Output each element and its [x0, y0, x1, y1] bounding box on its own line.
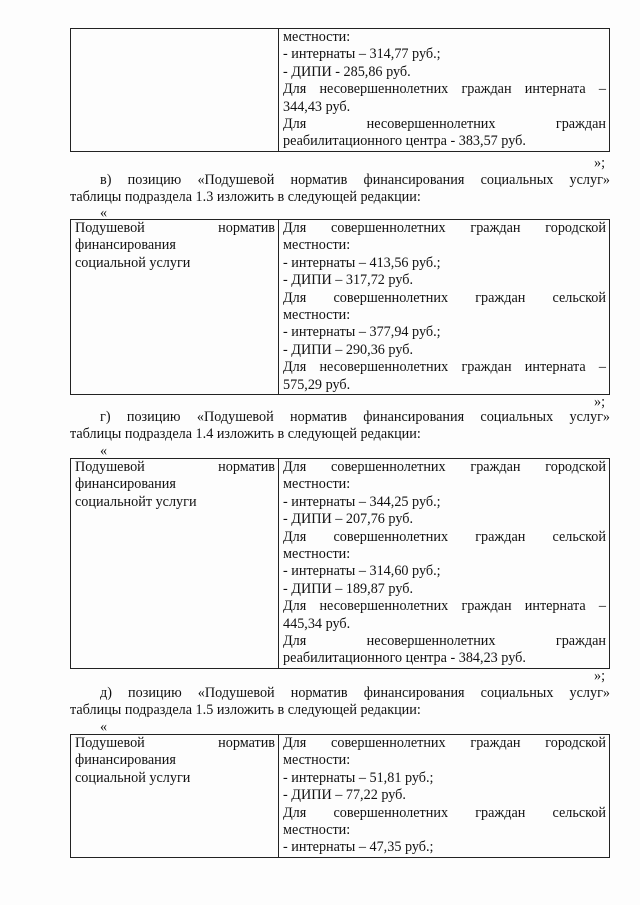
text-line: социальной услуги [75, 254, 191, 271]
text-line: социальной услуги [75, 769, 191, 786]
open-quote: « [100, 205, 108, 221]
text-line: 344,43 руб. [283, 98, 351, 115]
table-top-col2 [279, 29, 610, 152]
text-line: местности: [283, 307, 351, 324]
table-top-col1 [71, 29, 279, 152]
text-line: - интернаты – 314,60 руб.; [283, 563, 441, 580]
section-v-text [70, 172, 610, 207]
table-d [70, 734, 610, 858]
text-line: Для совершеннолетних граждан сельской [283, 289, 606, 306]
text-line: - интернаты – 377,94 руб.; [283, 324, 441, 341]
text-line: Для совершеннолетних граждан городской [283, 220, 606, 236]
text-line: местности: [283, 237, 351, 254]
text-line: - ДИПИ – 77,22 руб. [283, 787, 406, 804]
text-line: Для совершеннолетних граждан сельской [283, 528, 606, 545]
table-top [70, 28, 610, 152]
table-v [70, 219, 610, 395]
paragraph-line: д) позицию «Подушевой норматив финансирования социальных услуг» [100, 685, 610, 701]
text-line: реабилитационного центра - 383,57 руб. [283, 133, 526, 150]
text-line: Для несовершеннолетних граждан [283, 116, 606, 133]
text-line: - ДИПИ – 189,87 руб. [283, 580, 414, 597]
table-d-col2 [279, 735, 610, 858]
open-quote: « [100, 443, 108, 459]
text-line: местности: [283, 476, 351, 493]
paragraph-line: таблицы подраздела 1.4 изложить в следующей редакции: [70, 426, 421, 443]
text-line: Подушевой норматив [75, 735, 275, 751]
text-line: Для несовершеннолетних граждан интерната – [283, 598, 606, 615]
text-line: - ДИПИ - 285,86 руб. [283, 63, 411, 80]
text-line: - интернаты – 47,35 руб.; [283, 839, 434, 856]
table-d-col1 [71, 735, 279, 858]
text-line: - интернаты – 314,77 руб.; [283, 46, 441, 63]
text-line: социальнойт услуги [75, 493, 197, 510]
paragraph-line: г) позицию «Подушевой норматив финансирования социальных услуг» [100, 409, 610, 425]
table-v-col1 [71, 220, 279, 395]
text-line: финансирования [75, 476, 176, 493]
text-line: - ДИПИ – 290,36 руб. [283, 341, 414, 358]
paragraph-line: в) позицию «Подушевой норматив финансирования социальных услуг» [100, 172, 610, 188]
text-line: - ДИПИ – 207,76 руб. [283, 511, 414, 528]
table-v-col2 [279, 220, 610, 395]
text-line: Для несовершеннолетних граждан интерната – [283, 359, 606, 376]
text-line: Для совершеннолетних граждан сельской [283, 804, 606, 821]
text-line: 445,34 руб. [283, 615, 351, 632]
text-line: Для совершеннолетних граждан городской [283, 459, 606, 475]
text-line: местности: [283, 546, 351, 563]
text-line: Для несовершеннолетних граждан [283, 633, 606, 650]
table-g [70, 458, 610, 669]
paragraph-line: таблицы подраздела 1.3 изложить в следующей редакции: [70, 189, 421, 206]
text-line: местности: [283, 752, 351, 769]
text-line: - интернаты – 413,56 руб.; [283, 254, 441, 271]
table-g-col2 [279, 459, 610, 669]
text-line: - интернаты – 51,81 руб.; [283, 769, 434, 786]
section-d-text [70, 685, 610, 720]
text-line: - интернаты – 344,25 руб.; [283, 493, 441, 510]
text-line: финансирования [75, 237, 176, 254]
text-line: - ДИПИ – 317,72 руб. [283, 272, 414, 289]
text-line: Подушевой норматив [75, 220, 275, 236]
section-g-text [70, 409, 610, 444]
close-quote: »; [594, 394, 606, 410]
text-line: Для совершеннолетних граждан городской [283, 735, 606, 751]
text-line: Для несовершеннолетних граждан интерната – [283, 81, 606, 98]
text-line: реабилитационного центра - 384,23 руб. [283, 650, 526, 667]
text-line: Подушевой норматив [75, 459, 275, 475]
text-line: 575,29 руб. [283, 376, 351, 393]
text-line: местности: [283, 822, 351, 839]
table-g-col1 [71, 459, 279, 669]
text-line: местности: [283, 29, 351, 45]
open-quote: « [100, 719, 108, 735]
close-quote: »; [594, 155, 606, 171]
text-line: финансирования [75, 752, 176, 769]
close-quote: »; [594, 668, 606, 684]
paragraph-line: таблицы подраздела 1.5 изложить в следующей редакции: [70, 702, 421, 719]
